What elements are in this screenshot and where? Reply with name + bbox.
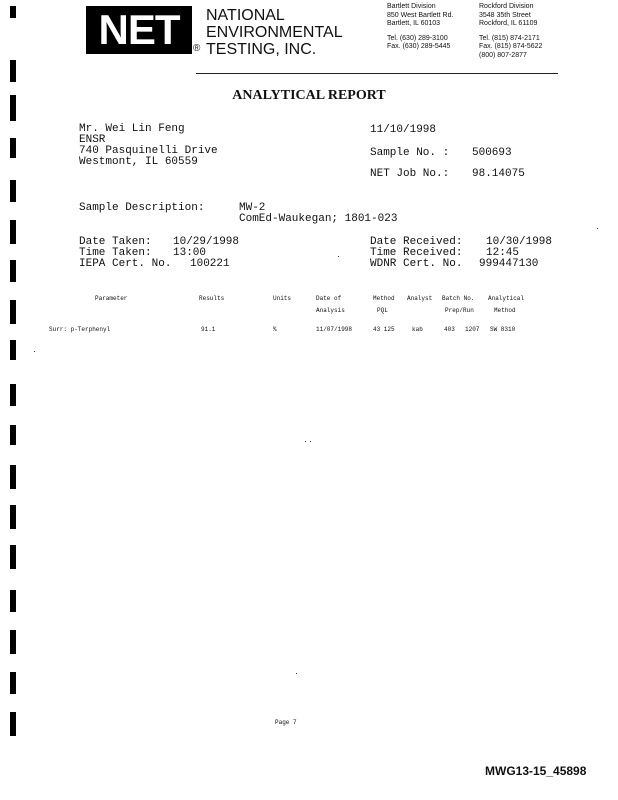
row-method: SW 8310 [490,326,516,333]
scan-speck [310,441,311,442]
row-run: 1207 [465,326,480,333]
header-units: Units [273,295,292,302]
time-taken-value: 13:00 [173,247,207,259]
client-street: 740 Pasquinelli Drive [79,145,218,157]
row-parameter: Surr: p-Terphenyl [49,326,111,333]
margin-mark [10,6,16,18]
header-results: Results [199,295,225,302]
margin-mark [10,590,16,612]
header-analysis: Analysis [316,307,345,314]
client-company: ENSR [79,134,106,146]
logo-text: NET [98,6,180,53]
job-no-label: NET Job No.: [370,168,450,180]
scan-speck [338,256,339,257]
bartlett-fax: Fax. (630) 289-5445 [387,43,451,50]
header-pql: PQL [377,307,388,314]
page-number: Page 7 [275,719,297,726]
margin-mark [10,545,16,569]
sample-no-value: 500693 [472,147,512,159]
margin-mark [10,712,16,736]
job-no-value: 98.14075 [472,168,525,180]
bartlett-tel: Tel. (630) 289-3100 [387,34,448,42]
registered-mark: ® [193,43,201,54]
time-received-value: 12:45 [486,247,520,259]
date-received-value: 10/30/1998 [486,236,553,248]
rockford-division-block [479,3,542,60]
wdnr-cert-label: WDNR Cert. No. [370,258,463,270]
margin-mark [10,465,16,489]
net-logo [86,6,192,54]
margin-mark [10,260,16,282]
sample-description-line-2: ComEd-Waukegan; 1801-023 [239,213,398,225]
row-result: 91.1 [201,326,216,333]
margin-mark [10,220,16,244]
time-received-label: Time Received: [370,247,463,259]
sample-description-line-1: MW-2 [239,202,266,214]
scan-speck [34,351,35,352]
date-received-label: Date Received: [370,236,463,248]
header-prep-run: Prep/Run [445,307,474,314]
date-taken-label: Date Taken: [79,236,152,248]
company-line-2: ENVIRONMENTAL [206,24,343,41]
client-address-block [79,124,218,168]
sample-no-label: Sample No. : [370,147,450,159]
row-pql: 43 125 [373,326,395,333]
header-date-of: Date of [316,295,342,302]
rockford-tel: Tel. (815) 874-2171 [479,34,540,42]
iepa-cert-label: IEPA Cert. No. [79,258,172,270]
header-parameter: Parameter [95,295,128,302]
company-line-3: TESTING, INC. [206,41,317,58]
margin-mark [10,300,16,324]
company-line-1: NATIONAL [206,7,285,24]
rockford-address: 3548 35th Street [479,11,531,19]
bartlett-name: Bartlett Division [387,3,436,10]
client-city: Westmont, IL 60559 [79,156,198,168]
date-taken-value: 10/29/1998 [173,236,240,248]
time-taken-label: Time Taken: [79,247,152,259]
header-method: Method [373,295,395,302]
row-prep: 403 [444,326,455,333]
rockford-name: Rockford Division [479,3,534,10]
margin-mark [10,384,16,406]
scan-speck [296,673,297,674]
header-divider [196,73,558,74]
row-analyst: kab [412,326,423,333]
header-analyst: Analyst [407,295,433,302]
header-analytical: Analytical [488,295,525,302]
rockford-fax: Fax. (815) 874-5622 [479,43,543,50]
margin-mark [10,138,16,158]
margin-mark [10,180,16,202]
sample-description-label: Sample Description: [79,202,205,214]
report-title: ANALYTICAL REPORT [232,88,386,103]
rockford-city: Rockford, IL 61109 [479,20,538,27]
report-date: 11/10/1998 [370,124,437,136]
margin-mark [10,505,16,529]
document-id: MWG13-15_45898 [485,764,587,778]
bartlett-city: Bartlett, IL 60103 [387,20,441,27]
client-name: Mr. Wei Lin Feng [79,123,185,135]
scan-speck [597,228,598,229]
company-name [206,7,343,58]
margin-mark [10,425,16,445]
row-units: % [273,326,277,333]
margin-mark [10,630,16,654]
header-analytical-method: Method [494,307,516,314]
bartlett-address: 850 West Bartlett Rd. [387,11,454,19]
scan-speck [305,441,306,442]
rockford-phone: (800) 807-2877 [479,51,527,59]
margin-mark [10,60,16,82]
header-batch-no: Batch No. [442,295,475,302]
bartlett-division-block [387,3,453,52]
row-date: 11/07/1998 [316,326,353,333]
margin-mark [10,340,16,360]
iepa-cert-value: 100221 [190,258,230,270]
wdnr-cert-value: 999447130 [479,258,539,270]
margin-mark [10,672,16,694]
